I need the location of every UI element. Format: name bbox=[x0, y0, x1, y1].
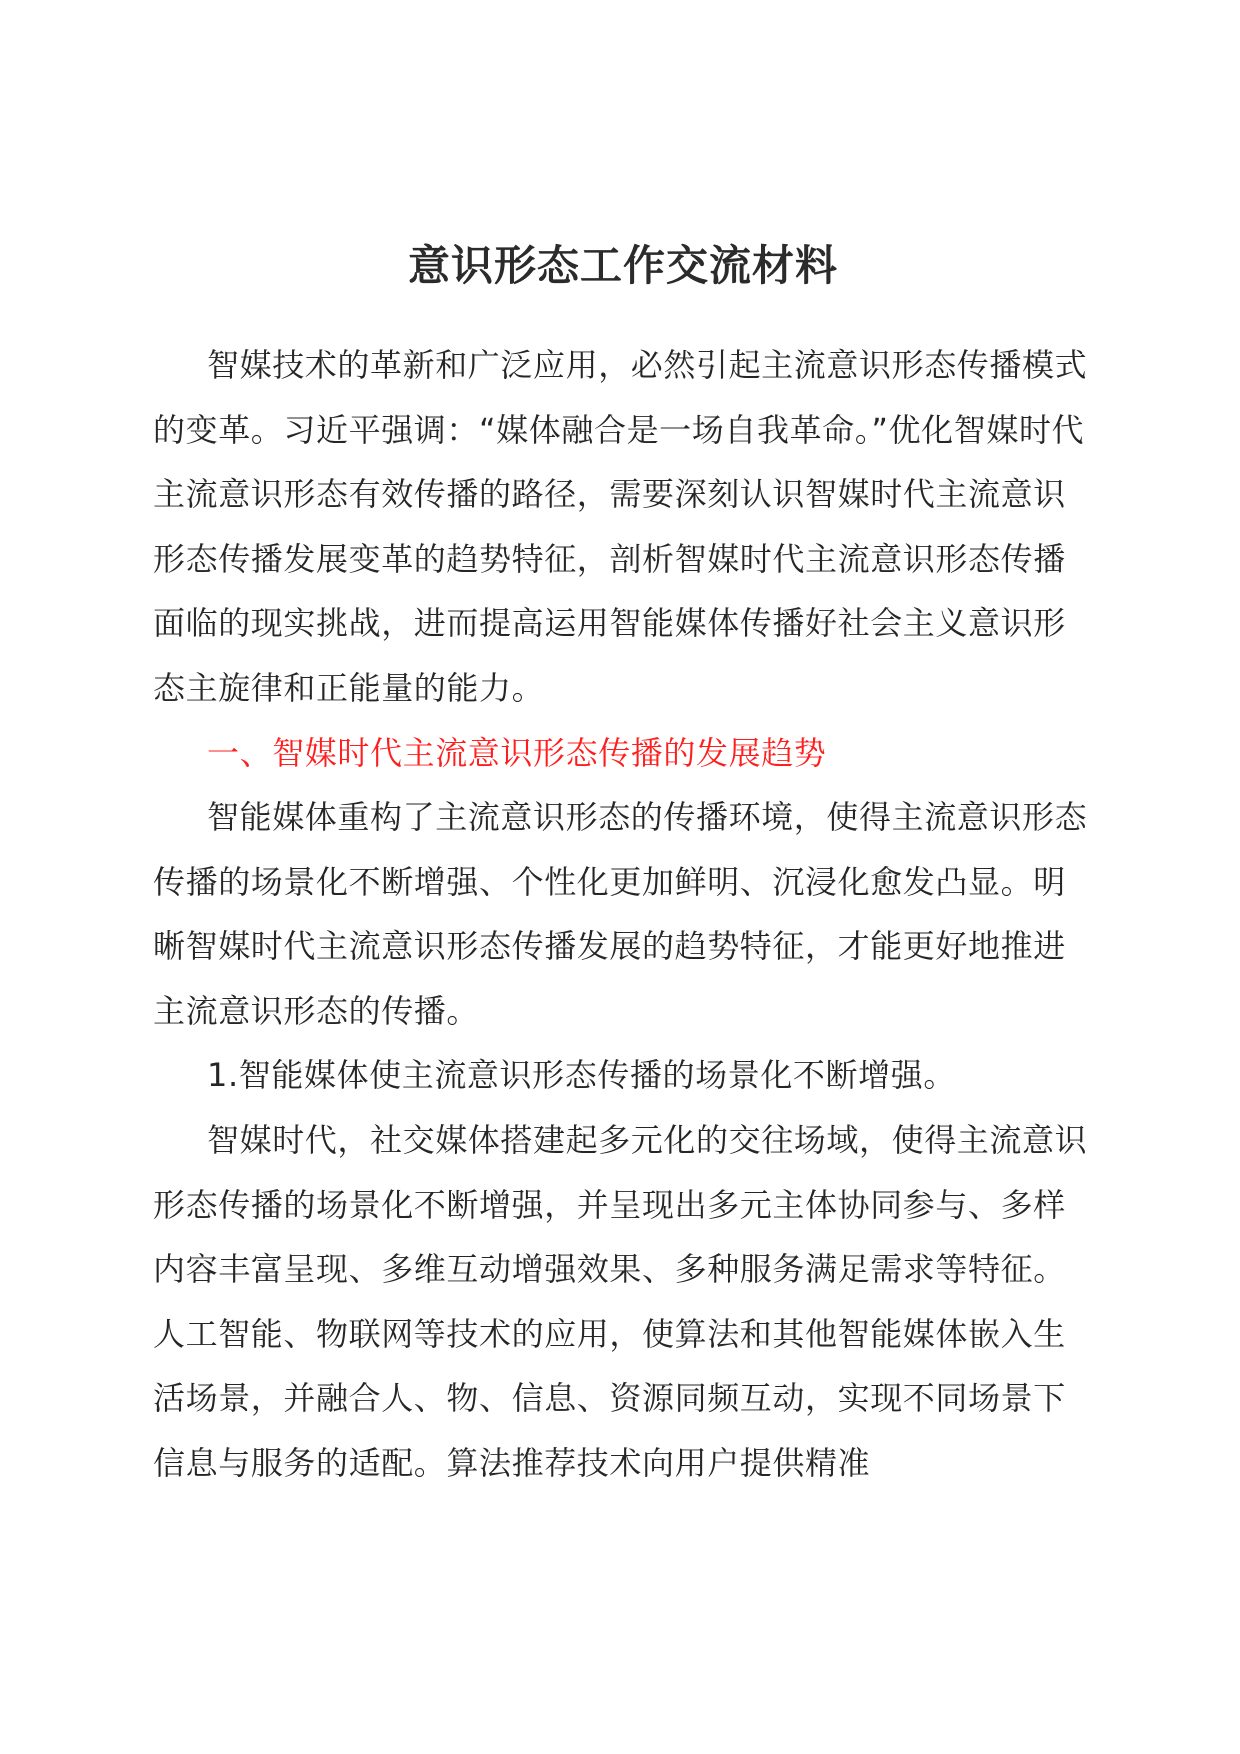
subsection-paragraph: 智媒时代，社交媒体搭建起多元化的交往场域，使得主流意识形态传播的场景化不断增强，并呈现出多元主体协同参与、多样内容丰富呈现、多维互动增强效果、多种服务满足需求等特征。人工智能、物联网等技术的应用，使算法和其他智能媒体嵌入生活场景，并融合人、物、信息、资源同频互动，实现不同场景下信息与服务的适配。算法推荐技术向用户提供精准 bbox=[153, 1121, 1088, 1482]
section-heading: 一、智媒时代主流意识形态传播的发展趋势 bbox=[207, 734, 827, 772]
document-title: 意识形态工作交流材料 bbox=[407, 241, 838, 290]
intro-paragraph: 智媒技术的革新和广泛应用，必然引起主流意识形态传播模式的变革。习近平强调：“媒体融合是一场自我革命。”优化智媒时代主流意识形态有效传播的路径，需要深刻认识智媒时代主流意识形态传播发展变革的趋势特征，剖析智媒时代主流意识形态传播面临的现实挑战，进而提高运用智能媒体传播好社会主义意识形态主旋律和正能量的能力。 bbox=[153, 346, 1088, 707]
section-paragraph: 智能媒体重构了主流意识形态的传播环境，使得主流意识形态传播的场景化不断增强、个性化更加鲜明、沉浸化愈发凸显。明晰智媒时代主流意识形态传播发展的趋势特征，才能更好地推进主流意识形态的传播。 bbox=[153, 798, 1088, 1030]
subsection-heading: 1.智能媒体使主流意识形态传播的场景化不断增强。 bbox=[207, 1056, 956, 1094]
